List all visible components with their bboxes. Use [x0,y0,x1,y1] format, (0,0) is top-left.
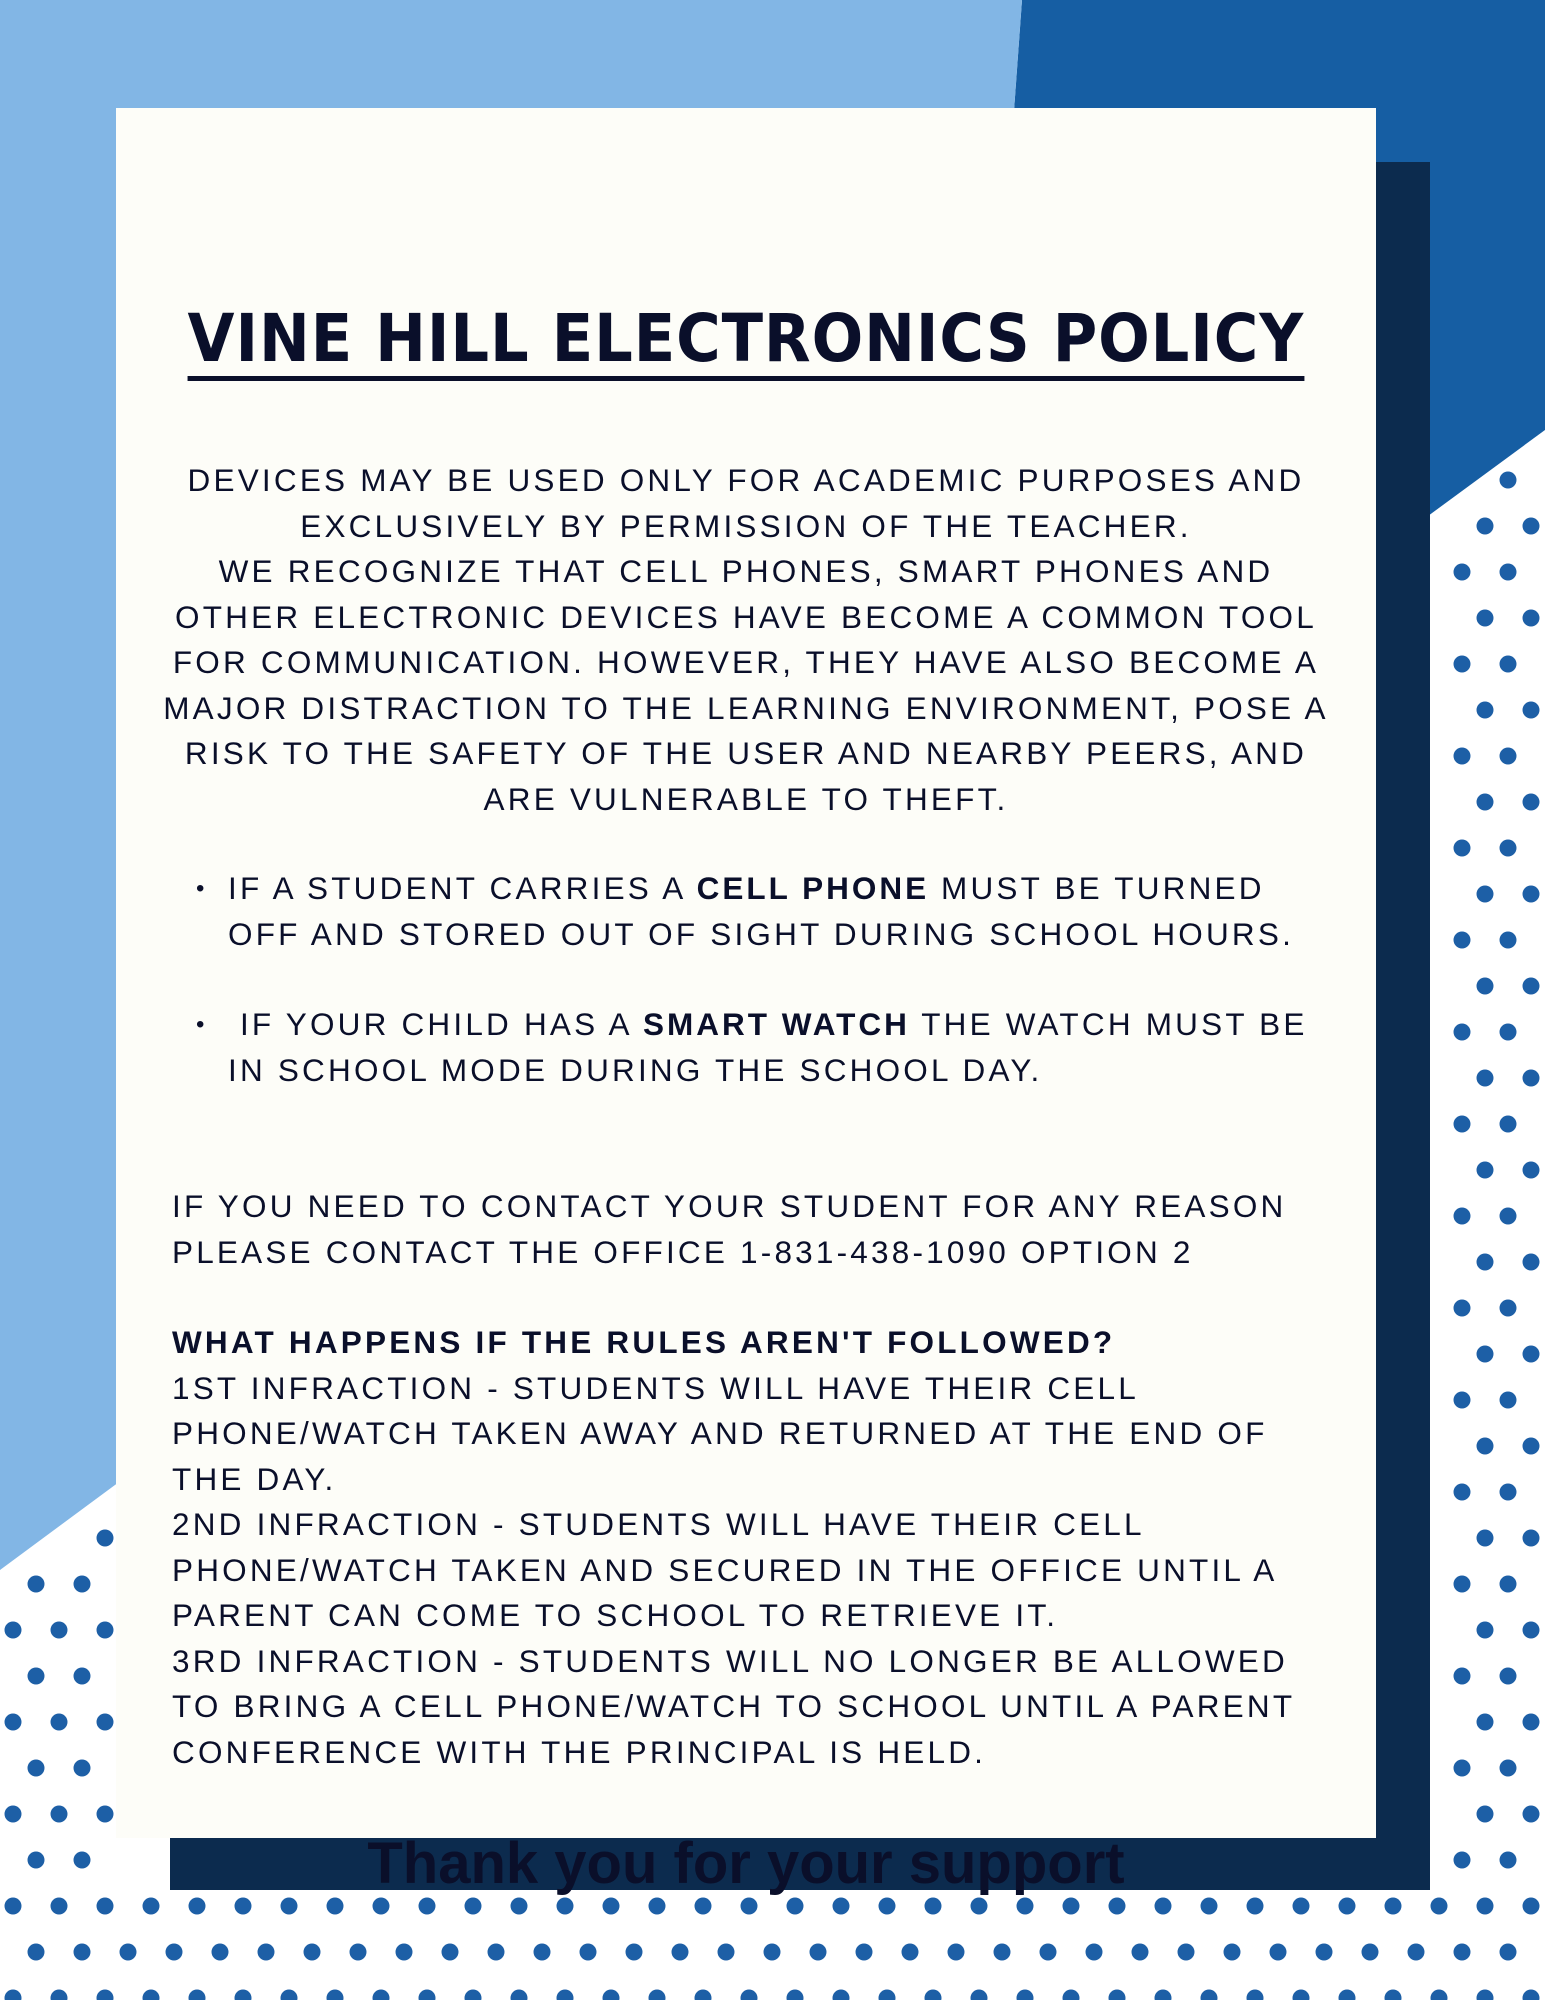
polka-dot [1155,1990,1172,2000]
polka-dot [120,1944,137,1961]
polka-dot [1500,1852,1517,1869]
polka-dot [465,1898,482,1915]
polka-dot [1500,1760,1517,1777]
polka-dot [5,1806,22,1823]
polka-dot [5,1990,22,2000]
polka-dot [1477,1898,1494,1915]
polka-dot [51,1806,68,1823]
polka-dot [1477,1162,1494,1179]
polka-dot [28,1576,45,1593]
polka-dot [534,1944,551,1961]
polka-dot [1454,1116,1471,1133]
polka-dot [1477,1806,1494,1823]
polka-dot [1339,1898,1356,1915]
polka-dot [1500,1668,1517,1685]
polka-dot [971,1898,988,1915]
bullet-cell-phone: • IF A STUDENT CARRIES A CELL PHONE MUST BE TURNED OFF AND STORED OUT OF SIGHT DURING SCHOOL HOURS. [196,866,1336,957]
polka-dot [1155,1898,1172,1915]
polka-dot [5,1898,22,1915]
polka-dot [1454,656,1471,673]
rules-heading: WHAT HAPPENS IF THE RULES AREN'T FOLLOWED? [172,1324,1116,1360]
polka-dot [1500,472,1517,489]
polka-dot [51,1990,68,2000]
bullet-smart-watch: • IF YOUR CHILD HAS A SMART WATCH THE WATCH MUST BE IN SCHOOL MODE DURING THE SCHOOL DAY. [196,1002,1336,1093]
polka-dot [1477,610,1494,627]
closing-message: Thank you for your support [367,1831,1125,1896]
polka-dot [1500,656,1517,673]
polka-dot [1523,1898,1540,1915]
polka-dot [879,1990,896,2000]
polka-dot [327,1990,344,2000]
polka-dot [1201,1990,1218,2000]
polka-dot [1408,1944,1425,1961]
polka-dot [1316,1944,1333,1961]
polka-dot [1454,932,1471,949]
polka-dot [603,1898,620,1915]
polka-dot [1293,1990,1310,2000]
polka-dot [1477,1438,1494,1455]
polka-dot [1063,1898,1080,1915]
polka-dot [1523,1990,1540,2000]
contact-paragraph: IF YOU NEED TO CONTACT YOUR STUDENT FOR ANY REASON PLEASE CONTACT THE OFFICE 1-831-438-1090 OPTION 2 [172,1188,1287,1270]
bullet-smart-watch-bold: SMART WATCH [642,1006,910,1042]
polka-dot [5,1622,22,1639]
polka-dot [1500,1484,1517,1501]
polka-dot [1477,1990,1494,2000]
polka-dot [97,1714,114,1731]
polka-dot [1523,1254,1540,1271]
polka-dot [1431,1898,1448,1915]
polka-dot [833,1898,850,1915]
polka-dot [51,1714,68,1731]
polka-dot [879,1898,896,1915]
polka-dot [1523,794,1540,811]
polka-dot [1385,1898,1402,1915]
polka-dot [856,1944,873,1961]
polka-dot [1500,1024,1517,1041]
polka-dot [1454,1944,1471,1961]
polka-dot [258,1944,275,1961]
polka-dot [1477,1254,1494,1271]
polka-dot [1500,1576,1517,1593]
policy-title: VINE HILL ELECTRONICS POLICY [116,306,1376,381]
polka-dot [1500,564,1517,581]
polka-dot [1477,1070,1494,1087]
polka-dot [1247,1898,1264,1915]
polka-dot [741,1990,758,2000]
polka-dot [1477,1346,1494,1363]
polka-dot [74,1852,91,1869]
polka-dot [994,1944,1011,1961]
polka-dot [511,1898,528,1915]
polka-dot [97,1530,114,1547]
polka-dot [1477,702,1494,719]
polka-dot [787,1898,804,1915]
polka-dot [304,1944,321,1961]
polka-dot [74,1760,91,1777]
polka-dot [672,1944,689,1961]
polka-dot [1477,978,1494,995]
polka-dot [1500,1392,1517,1409]
polka-dot [373,1898,390,1915]
polka-dot [74,1668,91,1685]
polka-dot [1454,748,1471,765]
polka-dot [97,1990,114,2000]
polka-dot [603,1990,620,2000]
polka-dot [281,1898,298,1915]
polka-dot [1247,1990,1264,2000]
infraction-2: 2ND INFRACTION - STUDENTS WILL HAVE THEIR CELL PHONE/WATCH TAKEN AND SECURED IN THE OFFICE UNTIL A PARENT CAN COME TO SCHOOL TO RETRIEVE IT. [172,1506,1276,1633]
polka-dot [1454,1760,1471,1777]
polka-dot [5,1714,22,1731]
polka-dot [419,1990,436,2000]
polka-dot [1500,1116,1517,1133]
polka-dot [925,1898,942,1915]
polka-dot [1523,978,1540,995]
polka-dot [281,1990,298,2000]
polka-dot [1385,1990,1402,2000]
polka-dot [810,1944,827,1961]
polka-dot [419,1898,436,1915]
polka-dot [1523,1438,1540,1455]
polka-dot [695,1990,712,2000]
polka-dot [1523,886,1540,903]
polka-dot [1523,518,1540,535]
polka-dot [1477,886,1494,903]
polka-dot [1339,1990,1356,2000]
polka-dot [580,1944,597,1961]
polka-dot [1454,1208,1471,1225]
polka-dot [1500,1300,1517,1317]
polka-dot [97,1898,114,1915]
infraction-1: 1ST INFRACTION - STUDENTS WILL HAVE THEIR CELL PHONE/WATCH TAKEN AWAY AND RETURNED AT THE END OF THE DAY. [172,1369,1268,1497]
polka-dot [1454,1484,1471,1501]
polka-dot [166,1944,183,1961]
polka-dot [235,1990,252,2000]
polka-dot [948,1944,965,1961]
polka-dot [1109,1898,1126,1915]
polka-dot [1454,1024,1471,1041]
polka-dot [373,1990,390,2000]
polka-dot [1523,1806,1540,1823]
polka-dot [787,1990,804,2000]
polka-dot [695,1898,712,1915]
polka-dot [649,1898,666,1915]
polka-dot [1224,1944,1241,1961]
polka-dot [511,1990,528,2000]
polka-dot [1362,1944,1379,1961]
polka-dot [1270,1944,1287,1961]
polka-dot [327,1898,344,1915]
infraction-3: 3RD INFRACTION - STUDENTS WILL NO LONGER BE ALLOWED TO BRING A CELL PHONE/WATCH TO SCHOOL UNTIL A PARENT CONFERENCE WITH THE PRINCIPAL IS HELD. [172,1642,1295,1770]
polka-dot [97,1806,114,1823]
polka-dot [1454,1668,1471,1685]
polka-dot [1293,1898,1310,1915]
intro-paragraph: DEVICES MAY BE USED ONLY FOR ACADEMIC PURPOSES AND EXCLUSIVELY BY PERMISSION OF THE TEACHER. WE RECOGNIZE THAT CELL PHONES, SMART PHONES AND OTHER ELECTRONIC DEVICES HAVE BECOME A COMMON TOOL FOR COMMUNICATION. HOWEVER, THEY HAVE ALSO BECOME A MAJOR DISTRACTION TO THE LEARNING ENVIRONMENT, POSE A RISK TO THE SAFETY OF THE USER AND NEARBY PEERS, AND ARE VULNERABLE TO THEFT. [163,462,1329,817]
polka-dot [1500,840,1517,857]
polka-dot [1523,1346,1540,1363]
bullet-cell-phone-bold: CELL PHONE [696,870,930,906]
polka-dot [51,1898,68,1915]
polka-dot [1454,840,1471,857]
polka-dot [1454,1300,1471,1317]
polka-dot [1523,1714,1540,1731]
polka-dot [1523,1622,1540,1639]
polka-dot [925,1990,942,2000]
polka-dot [1477,794,1494,811]
polka-dot [557,1990,574,2000]
polka-dot [1201,1898,1218,1915]
polka-dot [143,1990,160,2000]
polka-dot [1523,1070,1540,1087]
polka-dot [51,1622,68,1639]
polka-dot [1500,1208,1517,1225]
polka-dot [718,1944,735,1961]
polka-dot [557,1898,574,1915]
polka-dot [235,1898,252,1915]
policy-card [116,108,1376,1896]
polka-dot [28,1944,45,1961]
rules-bullet-list [196,866,1336,1093]
polka-dot [626,1944,643,1961]
polka-dot [1500,748,1517,765]
polka-dot [1500,1944,1517,1961]
polka-dot [1477,1714,1494,1731]
polka-dot [350,1944,367,1961]
polka-dot [1063,1990,1080,2000]
polka-dot [1454,1392,1471,1409]
polka-dot [1132,1944,1149,1961]
polka-dot [74,1944,91,1961]
polka-dot [97,1622,114,1639]
polka-dot [212,1944,229,1961]
polka-dot [28,1668,45,1685]
polka-dot [28,1760,45,1777]
polka-dot [1017,1898,1034,1915]
polka-dot [741,1898,758,1915]
polka-dot [1178,1944,1195,1961]
polka-dot [1523,1530,1540,1547]
polka-dot [396,1944,413,1961]
polka-dot [1523,702,1540,719]
polka-dot [902,1944,919,1961]
polka-dot [1523,610,1540,627]
infractions-section [172,1320,1346,1775]
polka-dot [442,1944,459,1961]
polka-dot [189,1990,206,2000]
polka-dot [764,1944,781,1961]
polka-dot [971,1990,988,2000]
polka-dot [649,1990,666,2000]
polka-dot [1477,1530,1494,1547]
polka-dot [1431,1990,1448,2000]
polka-dot [1477,1622,1494,1639]
polka-dot [1086,1944,1103,1961]
polka-dot [1477,518,1494,535]
polka-dot [1454,564,1471,581]
polka-dot [1454,1576,1471,1593]
polka-dot [465,1990,482,2000]
polka-dot [74,1576,91,1593]
polka-dot [1017,1990,1034,2000]
polka-dot [833,1990,850,2000]
polka-dot [28,1852,45,1869]
polka-dot [189,1898,206,1915]
polka-dot [1500,932,1517,949]
polka-dot [488,1944,505,1961]
polka-dot [143,1898,160,1915]
polka-dot [1523,1162,1540,1179]
polka-dot [1109,1990,1126,2000]
polka-dot [1454,1852,1471,1869]
polka-dot [1040,1944,1057,1961]
